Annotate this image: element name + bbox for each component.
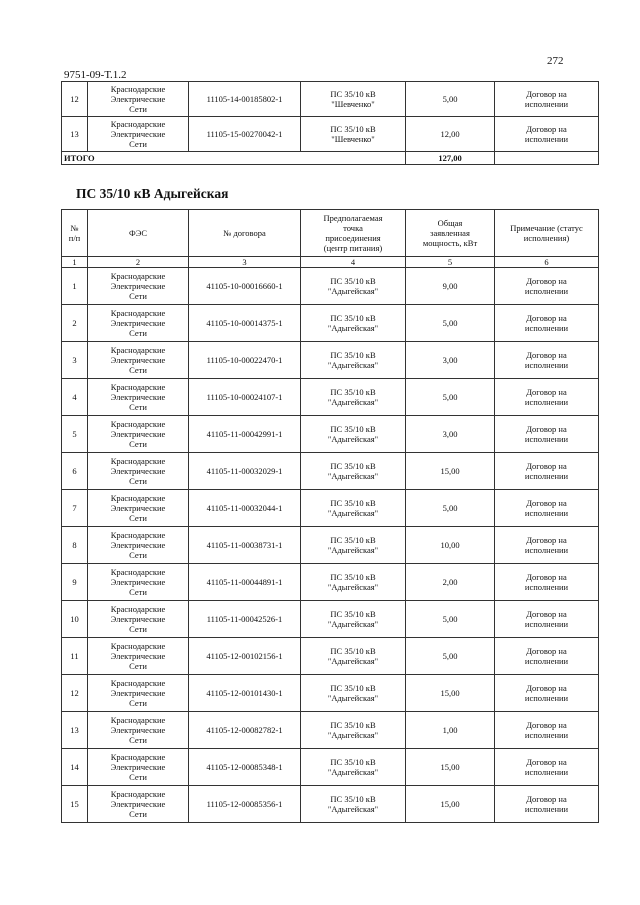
cell-fes: Краснодарские Электрические Сети: [88, 379, 189, 416]
table-header: [62, 210, 599, 257]
cell-status: Договор на исполнении: [495, 379, 599, 416]
cell-status: Договор на исполнении: [495, 527, 599, 564]
cell-point: ПС 35/10 кВ "Адыгейская": [301, 712, 406, 749]
cell-fes: Краснодарские Электрические Сети: [88, 638, 189, 675]
cell-contract: 41105-12-00082782-1: [189, 712, 301, 749]
cell-fes: Краснодарские Электрические Сети: [88, 749, 189, 786]
cell-contract: 41105-11-00038731-1: [189, 527, 301, 564]
cell-power: 15,00: [406, 749, 495, 786]
total-empty: [495, 152, 599, 165]
cell-fes: Краснодарские Электрические Сети: [88, 117, 189, 152]
table-row: [62, 675, 599, 712]
cell-contract: 41105-11-00044891-1: [189, 564, 301, 601]
cell-status: Договор на исполнении: [495, 82, 599, 117]
cell-fes: Краснодарские Электрические Сети: [88, 527, 189, 564]
total-label: ИТОГО: [62, 152, 406, 165]
col-number: 1: [62, 257, 88, 268]
cell-num: 13: [62, 712, 88, 749]
cell-num: 11: [62, 638, 88, 675]
cell-num: 4: [62, 379, 88, 416]
connections-table: [61, 209, 599, 823]
cell-power: 15,00: [406, 675, 495, 712]
cell-status: Договор на исполнении: [495, 268, 599, 305]
cell-power: 1,00: [406, 712, 495, 749]
cell-fes: Краснодарские Электрические Сети: [88, 342, 189, 379]
col-number: 5: [406, 257, 495, 268]
cell-power: 10,00: [406, 527, 495, 564]
cell-power: 5,00: [406, 490, 495, 527]
cell-num: 8: [62, 527, 88, 564]
cell-power: 3,00: [406, 416, 495, 453]
cell-power: 5,00: [406, 305, 495, 342]
cell-contract: 11105-12-00085356-1: [189, 786, 301, 823]
cell-power: 5,00: [406, 82, 495, 117]
cell-fes: Краснодарские Электрические Сети: [88, 490, 189, 527]
cell-point: ПС 35/10 кВ "Шевченко": [301, 82, 406, 117]
cell-point: ПС 35/10 кВ "Адыгейская": [301, 527, 406, 564]
cell-contract: 41105-10-00014375-1: [189, 305, 301, 342]
cell-num: 12: [62, 82, 88, 117]
cell-power: 2,00: [406, 564, 495, 601]
cell-power: 15,00: [406, 453, 495, 490]
header-num: № п/п: [62, 210, 88, 257]
table-row: [62, 490, 599, 527]
cell-point: ПС 35/10 кВ "Адыгейская": [301, 601, 406, 638]
cell-contract: 41105-11-00032029-1: [189, 453, 301, 490]
table-row: [62, 416, 599, 453]
cell-contract: 41105-12-00101430-1: [189, 675, 301, 712]
table-row: [62, 601, 599, 638]
cell-num: 12: [62, 675, 88, 712]
cell-fes: Краснодарские Электрические Сети: [88, 786, 189, 823]
cell-fes: Краснодарские Электрические Сети: [88, 712, 189, 749]
cell-point: ПС 35/10 кВ "Адыгейская": [301, 342, 406, 379]
cell-point: ПС 35/10 кВ "Адыгейская": [301, 453, 406, 490]
document-code: 9751-09-Т.1.2: [64, 69, 127, 81]
cell-point: ПС 35/10 кВ "Адыгейская": [301, 416, 406, 453]
cell-contract: 11105-14-00185802-1: [189, 82, 301, 117]
section-title: ПС 35/10 кВ Адыгейская: [76, 186, 229, 201]
col-number: 4: [301, 257, 406, 268]
cell-contract: 41105-10-00016660-1: [189, 268, 301, 305]
cell-fes: Краснодарские Электрические Сети: [88, 82, 189, 117]
cell-status: Договор на исполнении: [495, 786, 599, 823]
table-row: [62, 712, 599, 749]
header-power: Общая заявленная мощность, кВт: [406, 210, 495, 257]
col-number: 6: [495, 257, 599, 268]
cell-fes: Краснодарские Электрические Сети: [88, 305, 189, 342]
cell-power: 5,00: [406, 379, 495, 416]
previous-section-table: [61, 81, 599, 165]
cell-point: ПС 35/10 кВ "Адыгейская": [301, 638, 406, 675]
cell-power: 5,00: [406, 601, 495, 638]
cell-status: Договор на исполнении: [495, 712, 599, 749]
cell-contract: 41105-11-00042991-1: [189, 416, 301, 453]
cell-num: 6: [62, 453, 88, 490]
cell-fes: Краснодарские Электрические Сети: [88, 564, 189, 601]
cell-status: Договор на исполнении: [495, 675, 599, 712]
cell-contract: 41105-12-00085348-1: [189, 749, 301, 786]
table-row: [62, 268, 599, 305]
cell-contract: 11105-10-00022470-1: [189, 342, 301, 379]
cell-num: 7: [62, 490, 88, 527]
cell-point: ПС 35/10 кВ "Адыгейская": [301, 268, 406, 305]
cell-point: ПС 35/10 кВ "Адыгейская": [301, 786, 406, 823]
cell-status: Договор на исполнении: [495, 416, 599, 453]
cell-status: Договор на исполнении: [495, 601, 599, 638]
cell-status: Договор на исполнении: [495, 453, 599, 490]
cell-point: ПС 35/10 кВ "Адыгейская": [301, 675, 406, 712]
connections-rows: [62, 268, 599, 823]
cell-fes: Краснодарские Электрические Сети: [88, 268, 189, 305]
cell-num: 14: [62, 749, 88, 786]
table-row: [62, 453, 599, 490]
cell-contract: 41105-12-00102156-1: [189, 638, 301, 675]
cell-contract: 11105-11-00042526-1: [189, 601, 301, 638]
table-row: [62, 305, 599, 342]
cell-status: Договор на исполнении: [495, 749, 599, 786]
table-row: [62, 564, 599, 601]
table-row: [62, 527, 599, 564]
cell-fes: Краснодарские Электрические Сети: [88, 675, 189, 712]
cell-power: 3,00: [406, 342, 495, 379]
previous-section-rows: [62, 82, 599, 152]
table-row: [62, 117, 599, 152]
cell-fes: Краснодарские Электрические Сети: [88, 601, 189, 638]
table-row: [62, 786, 599, 823]
cell-fes: Краснодарские Электрические Сети: [88, 453, 189, 490]
cell-power: 5,00: [406, 638, 495, 675]
cell-fes: Краснодарские Электрические Сети: [88, 416, 189, 453]
cell-num: 3: [62, 342, 88, 379]
cell-status: Договор на исполнении: [495, 564, 599, 601]
header-point: Предполагаемая точка присоединения (центр питания): [301, 210, 406, 257]
cell-point: ПС 35/10 кВ "Адыгейская": [301, 490, 406, 527]
cell-contract: 41105-11-00032044-1: [189, 490, 301, 527]
table-row: [62, 749, 599, 786]
cell-status: Договор на исполнении: [495, 638, 599, 675]
table-row: [62, 342, 599, 379]
cell-point: ПС 35/10 кВ "Адыгейская": [301, 564, 406, 601]
cell-num: 1: [62, 268, 88, 305]
header-contract: № договора: [189, 210, 301, 257]
page-number: 272: [547, 55, 564, 67]
cell-num: 10: [62, 601, 88, 638]
cell-status: Договор на исполнении: [495, 342, 599, 379]
total-row: [62, 152, 599, 165]
col-number: 3: [189, 257, 301, 268]
cell-point: ПС 35/10 кВ "Адыгейская": [301, 749, 406, 786]
cell-num: 13: [62, 117, 88, 152]
cell-num: 5: [62, 416, 88, 453]
table-row: [62, 379, 599, 416]
cell-point: ПС 35/10 кВ "Адыгейская": [301, 379, 406, 416]
cell-num: 2: [62, 305, 88, 342]
table-row: [62, 82, 599, 117]
cell-point: ПС 35/10 кВ "Адыгейская": [301, 305, 406, 342]
header-status: Примечание (статус исполнения): [495, 210, 599, 257]
cell-status: Договор на исполнении: [495, 117, 599, 152]
cell-power: 15,00: [406, 786, 495, 823]
cell-power: 9,00: [406, 268, 495, 305]
total-value: 127,00: [406, 152, 495, 165]
cell-status: Договор на исполнении: [495, 490, 599, 527]
table-row: [62, 638, 599, 675]
cell-contract: 11105-15-00270042-1: [189, 117, 301, 152]
column-numbers-row: [62, 257, 599, 268]
col-number: 2: [88, 257, 189, 268]
cell-point: ПС 35/10 кВ "Шевченко": [301, 117, 406, 152]
cell-contract: 11105-10-00024107-1: [189, 379, 301, 416]
header-fes: ФЭС: [88, 210, 189, 257]
cell-power: 12,00: [406, 117, 495, 152]
cell-status: Договор на исполнении: [495, 305, 599, 342]
cell-num: 15: [62, 786, 88, 823]
cell-num: 9: [62, 564, 88, 601]
